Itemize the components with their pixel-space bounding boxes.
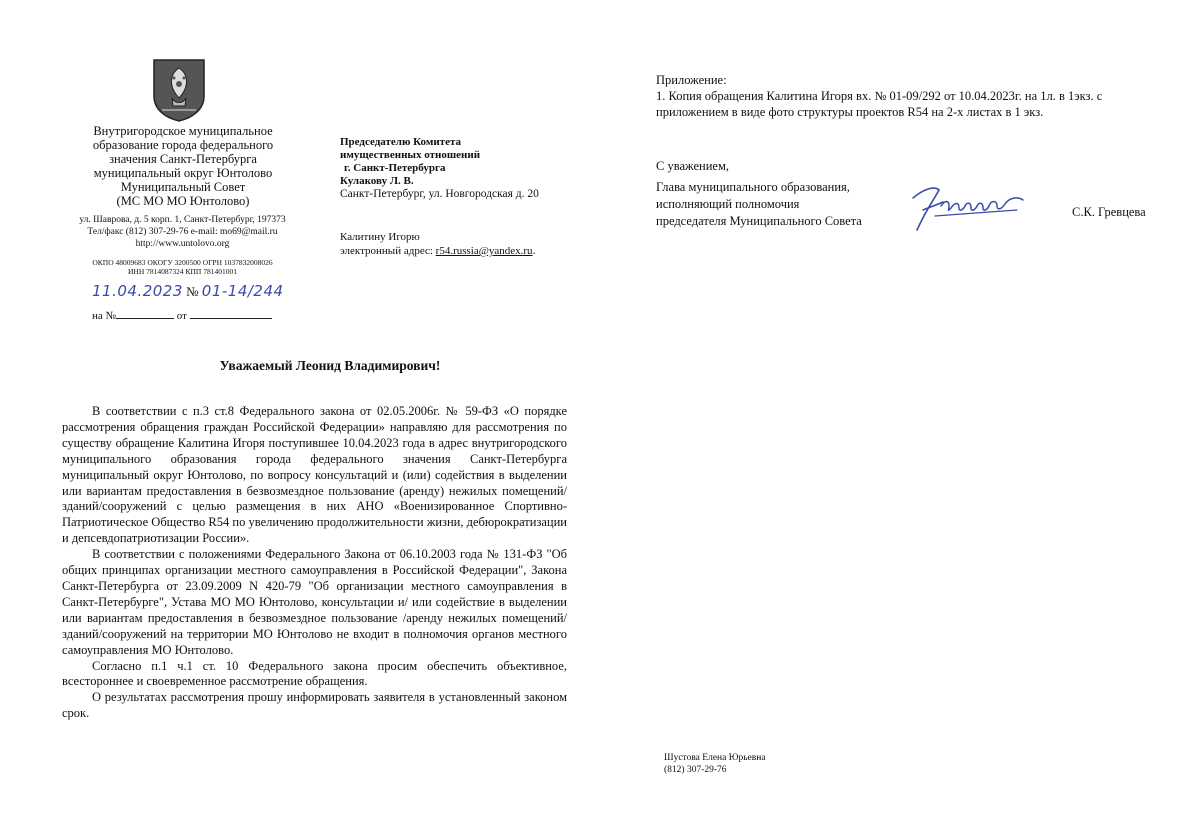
outgoing-registration bbox=[92, 282, 284, 300]
letter-page-right bbox=[600, 0, 1200, 828]
sender-line: (МС МО МО Юнтолово) bbox=[116, 194, 250, 208]
body-paragraph: О результатах рассмотрения прошу информировать заявителя в установленный законом срок. bbox=[62, 690, 567, 721]
sender-line: муниципальный округ Юнтолово bbox=[93, 166, 273, 180]
recipient-name: Калитину Игорю bbox=[340, 231, 420, 243]
addressee-address: Санкт-Петербург, ул. Новгородская д. 20 bbox=[340, 188, 539, 200]
regards-text: С уважением, bbox=[656, 159, 729, 173]
sender-line: образование города федерального bbox=[92, 138, 274, 152]
contact-line: ул. Шаврова, д. 5 корп. 1, Санкт-Петербург, 197373 bbox=[79, 215, 286, 225]
handwritten-signature bbox=[905, 180, 1030, 238]
addressee-line: Председателю Комитета bbox=[340, 136, 461, 148]
ref-mid: от bbox=[176, 310, 187, 322]
number-prefix: № bbox=[186, 284, 199, 299]
contact-line: Тел/факс (812) 307-29-76 e-mail: mo69@mail.ru bbox=[87, 227, 278, 237]
addressee-line: имущественных отношений bbox=[340, 149, 481, 161]
contact-line: http://www.untolovo.org bbox=[135, 239, 230, 249]
sender-organization-block bbox=[78, 124, 288, 208]
signer-position: председателя Муниципального Совета bbox=[656, 214, 862, 228]
addressee-name: Кулакову Л. В. bbox=[340, 175, 414, 187]
addressee-block bbox=[340, 136, 580, 201]
signer-position: Глава муниципального образования, bbox=[656, 180, 850, 194]
code-line: ИНН 7814087324 КПП 781401001 bbox=[128, 267, 237, 276]
executor-block bbox=[664, 752, 766, 776]
executor-name: Шустова Елена Юрьевна bbox=[664, 753, 766, 763]
handwritten-number: 01-14/244 bbox=[201, 282, 284, 300]
email-suffix: . bbox=[532, 245, 536, 257]
salutation: Уважаемый Леонид Владимирович! bbox=[219, 358, 441, 373]
recipient-email: r54.russia@yandex.ru bbox=[435, 245, 533, 257]
sender-contacts bbox=[70, 214, 295, 250]
sender-line: Внутригородское муниципальное bbox=[93, 124, 273, 138]
registry-codes bbox=[70, 258, 295, 276]
executor-phone: (812) 307-29-76 bbox=[664, 765, 727, 775]
addressee-line: г. Санкт-Петербурга bbox=[344, 162, 446, 174]
ref-number-blank bbox=[116, 318, 174, 319]
ref-date-blank bbox=[190, 318, 272, 319]
appendix-item: 1. Копия обращения Калитина Игоря вх. № 01-09/292 от 10.04.2023г. на 1л. в 1экз. с приложением в виде фото структуры проектов R54 на 2-х листах в 1 экз. bbox=[656, 89, 1103, 119]
handwritten-date: 11.04.2023 bbox=[92, 282, 183, 300]
ref-prefix: на № bbox=[92, 310, 117, 322]
copy-recipient-block bbox=[340, 230, 580, 258]
letter-body bbox=[62, 404, 567, 722]
body-paragraph: В соответствии с положениями Федерального Закона от 06.10.2003 года № 131-ФЗ "Об общих принципах организации местного самоуправления в Российской Федерации", Закона Санкт-Петербурга от 23.09.2009 N 420-79 "Об организации местного самоуправления в Санкт-Петербурге", Устава МО МО Юнтолово, консультации и/ или содействие в выделении или вариантам предоставления в безвозмездное пользование /аренду нежилых помещений/зданий/сооружений на территории МО Юнтолово не входит в полномочия органов местного самоуправления МО Юнтолово. bbox=[62, 547, 567, 657]
appendix-block bbox=[656, 72, 1176, 120]
signer-name: С.К. Гревцева bbox=[1072, 205, 1146, 219]
coat-of-arms-emblem bbox=[152, 58, 206, 122]
signer-position: исполняющий полномочия bbox=[656, 197, 800, 211]
code-line: ОКПО 48009683 ОКОГУ 3200500 ОГРН 1037832008026 bbox=[92, 258, 273, 267]
sender-line: Муниципальный Совет bbox=[120, 180, 246, 194]
body-paragraph: В соответствии с п.3 ст.8 Федерального закона от 02.05.2006г. № 59-ФЗ «О порядке рассмотрения обращения граждан Российской Федерации» направляю для рассмотрения по существу обращение Калитина Игоря поступившее 10.04.2023 года в адрес внутригородского муниципального образования города федерального значения Санкт-Петербурга муниципальный округ Юнтолово, по вопросу консультаций и (или) содействия в выделении или вариантам предоставления в безвозмездное пользование (аренду) нежилых помещений/зданий/сооружений с целью размещения в них АНО «Военизированное Спортивно-Патриотическое Общество R54 по увеличению продолжительности жизни, дебюрократизации и депсевдопатриотизации России». bbox=[62, 404, 567, 546]
email-label: электронный адрес: bbox=[340, 245, 433, 257]
recipient-email-line bbox=[340, 244, 580, 258]
body-paragraph: Согласно п.1 ч.1 ст. 10 Федерального закона просим обеспечить объективное, всестороннее и своевременное рассмотрение обращения. bbox=[62, 658, 567, 689]
sender-line: значения Санкт-Петербурга bbox=[109, 152, 257, 166]
appendix-title: Приложение: bbox=[656, 73, 727, 87]
reference-line bbox=[92, 310, 272, 322]
